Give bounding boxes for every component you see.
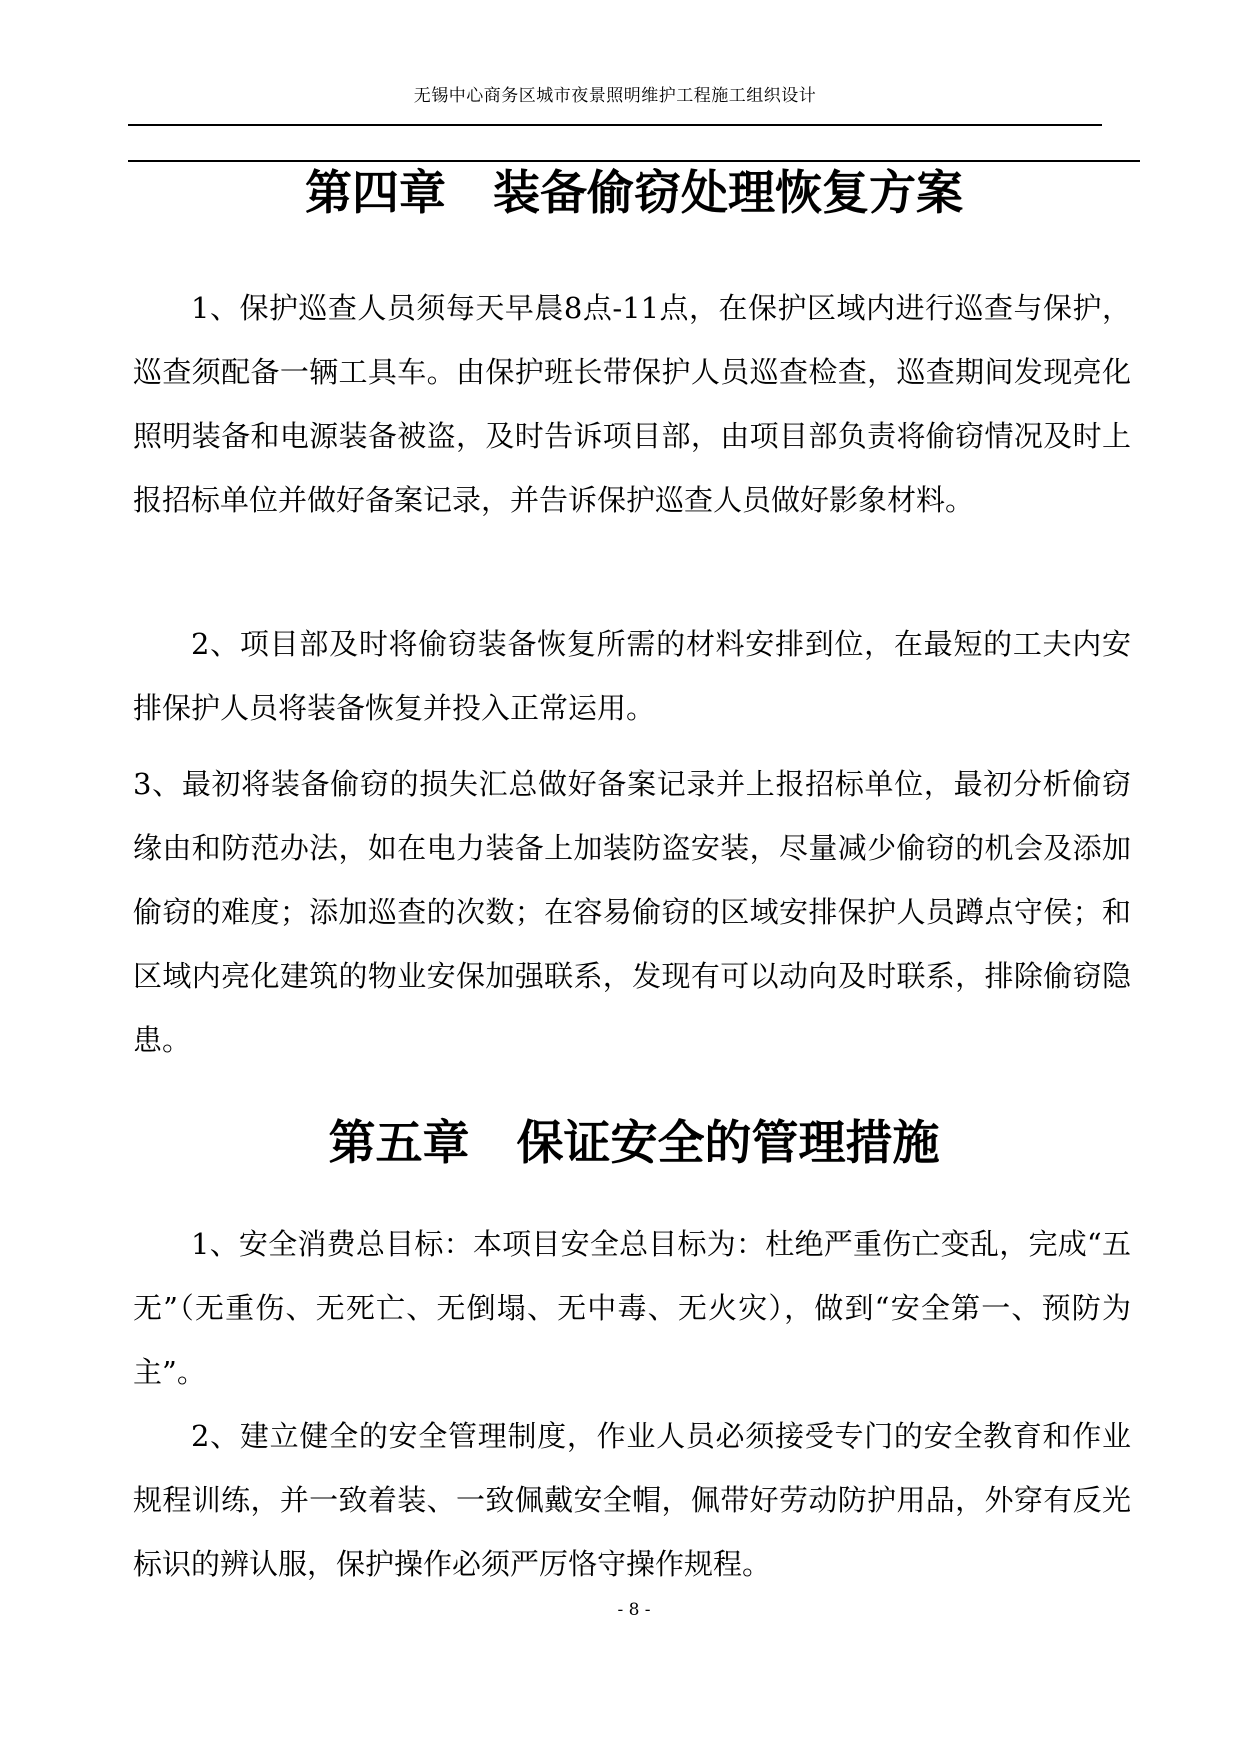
chapter-top-rule <box>128 160 1140 162</box>
header-rule <box>128 124 1102 126</box>
page-header: 无锡中心商务区城市夜景照明维护工程施工组织设计 <box>413 86 817 106</box>
chapter-4-paragraph-1: 1、保护巡查人员须每天早晨8点-11点，在保护区域内进行巡查与保护，巡查须配备一辆工具车。由保护班长带保护人员巡查检查，巡查期间发现亮化照明装备和电源装备被盗，及时告诉项目部，由项目部负责将偷窃情况及时上报招标单位并做好备案记录，并告诉保护巡查人员做好影象材料。 <box>133 291 1131 517</box>
chapter-5-title: 第五章 保证安全的管理措施 <box>328 1116 940 1171</box>
chapter-5-paragraph-1: 1、安全消费总目标：本项目安全总目标为：杜绝严重伤亡变乱，完成“五 无”（无重伤、无死亡、无倒塌、无中毒、无火灾），做到“安全第一、预防为主”。 <box>133 1227 1161 1389</box>
chapter-4-paragraph-3: 3、最初将装备偷窃的损失汇总做好备案记录并上报招标单位，最初分析偷窃缘由和防范办法，如在电力装备上加装防盗安装，尽量减少偷窃的机会及添加偷窃的难度；添加巡查的次数；在容易偷窃的区域安排保护人员蹲点守侯；和区域内亮化建筑的物业安保加强联系，发现有可以动向及时联系，排除偷窃隐患。 <box>133 767 1131 1057</box>
chapter-5-paragraph-2: 2、建立健全的安全管理制度，作业人员必须接受专门的安全教育和作业规程训练，并一致着装、一致佩戴安全帽，佩带好劳动防护用品，外穿有反光标识的辨认服，保护操作必须严厉恪守操作规程。 <box>133 1419 1131 1581</box>
page-number: - 8 - <box>617 1600 651 1620</box>
chapter-4-paragraph-2: 2、项目部及时将偷窃装备恢复所需的材料安排到位，在最短的工夫内安排保护人员将装备恢复并投入正常运用。 <box>133 627 1131 725</box>
chapter-4-title: 第四章 装备偷窃处理恢复方案 <box>305 166 963 221</box>
